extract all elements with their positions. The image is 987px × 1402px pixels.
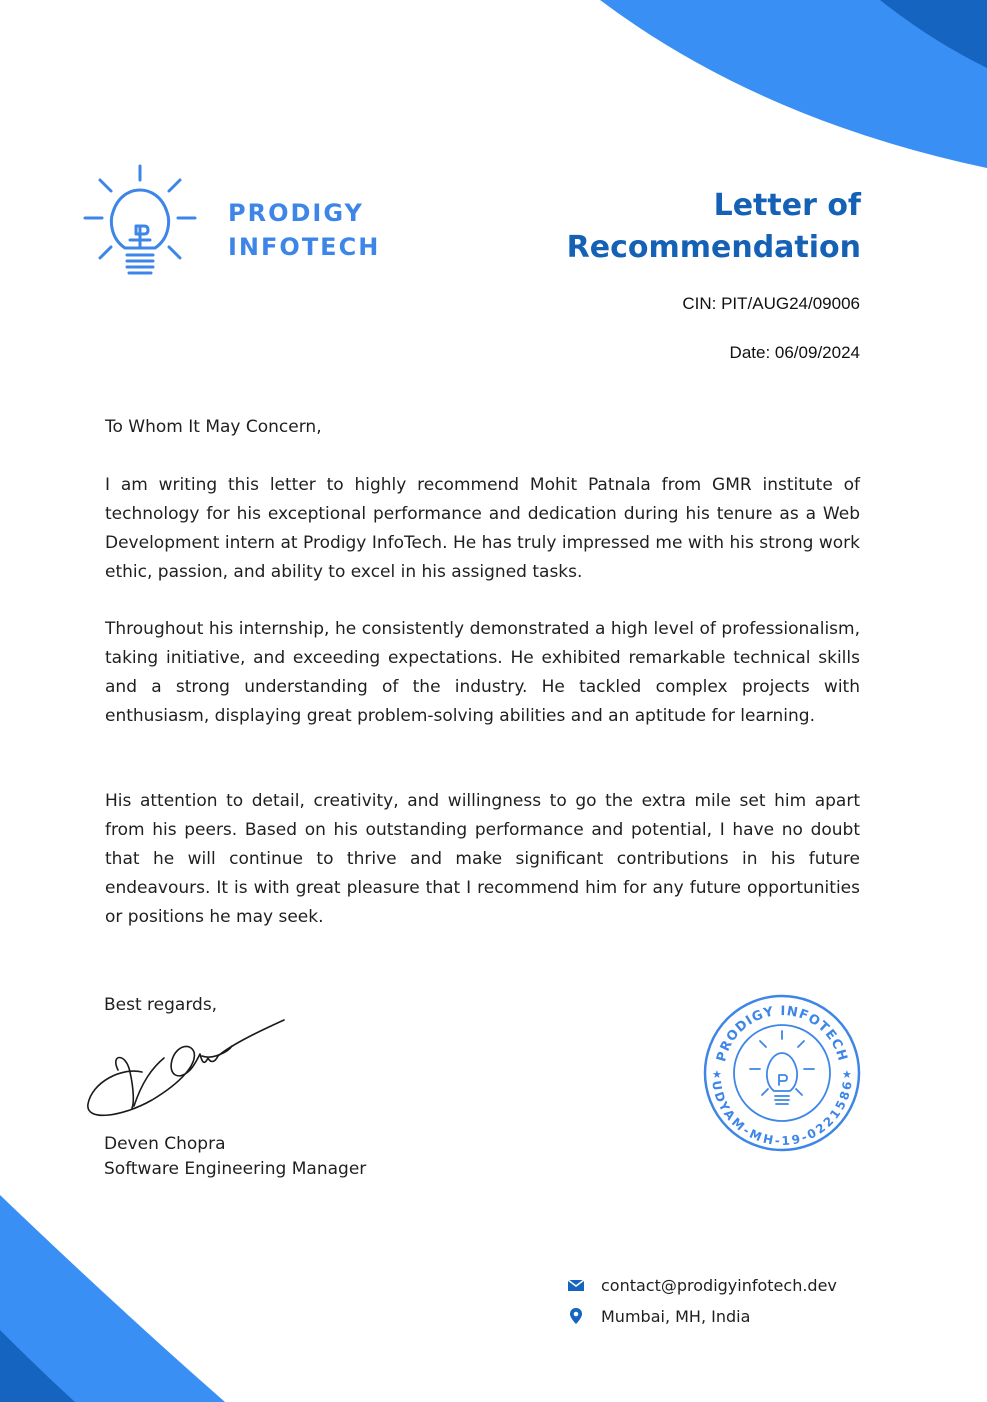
signature-image — [82, 1012, 292, 1122]
letter-date: Date: 06/09/2024 — [729, 343, 860, 362]
email-text: contact@prodigyinfotech.dev — [601, 1275, 837, 1295]
company-stamp — [702, 993, 862, 1153]
signer-name: Deven Chopra — [104, 1134, 226, 1154]
stamp-bottom-text: UDYAM-MH-19-0221586 — [709, 1079, 855, 1149]
salutation: To Whom It May Concern, — [105, 417, 322, 437]
paragraph-2: Throughout his internship, he consistently demonstrated a high level of professionalism, taking initiative, and exceeding expectations. He exhibited remarkable technical skills and a strong understanding of the industry. He tackled complex projects with enthusiasm, displaying great problem-solving abilities and an aptitude for learning. — [105, 619, 860, 726]
title-line-1: Letter of — [713, 188, 861, 223]
contact-email — [566, 1275, 837, 1295]
title-line-2: Recommendation — [566, 230, 861, 265]
location-text: Mumbai, MH, India — [601, 1306, 751, 1326]
brand-name — [228, 196, 380, 264]
closing: Best regards, — [104, 995, 218, 1015]
signer-block — [104, 1132, 366, 1182]
stamp-star-left: ★ — [712, 1068, 722, 1081]
map-pin-icon — [566, 1306, 586, 1326]
stamp-star-right: ★ — [842, 1068, 852, 1081]
svg-text:UDYAM-MH-19-0221586 — [709, 1080, 855, 1149]
signer-title: Software Engineering Manager — [104, 1159, 367, 1179]
brand-line-2: INFOTECH — [228, 233, 381, 261]
brand-line-1: PRODIGY — [228, 199, 364, 227]
envelope-icon — [566, 1275, 586, 1295]
paragraph-3: His attention to detail, creativity, and willingness to go the extra mile set him apart from his peers. Based on his outstanding performance and potential, I have no doubt that he will continue to thrive and make significant contributions in his future endeavours. It is with great pleasure that I recommend him for any future opportunities or positions he may seek. — [105, 791, 860, 927]
stamp-top-text: PRODIGY INFOTECH — [714, 1003, 850, 1064]
contact-location — [566, 1306, 750, 1326]
lightbulb-logo-icon — [80, 160, 200, 285]
stamp-bulb-icon — [750, 1031, 814, 1104]
cin-number: CIN: PIT/AUG24/09006 — [682, 294, 860, 313]
document-title — [567, 185, 861, 269]
paragraph-1: I am writing this letter to highly recommend Mohit Patnala from GMR institute of technology for his exceptional performance and dedication during his tenure as a Web Development intern at Prodigy InfoTech. He has truly impressed me with his strong work ethic, passion, and ability to excel in his assigned tasks. — [105, 475, 860, 582]
